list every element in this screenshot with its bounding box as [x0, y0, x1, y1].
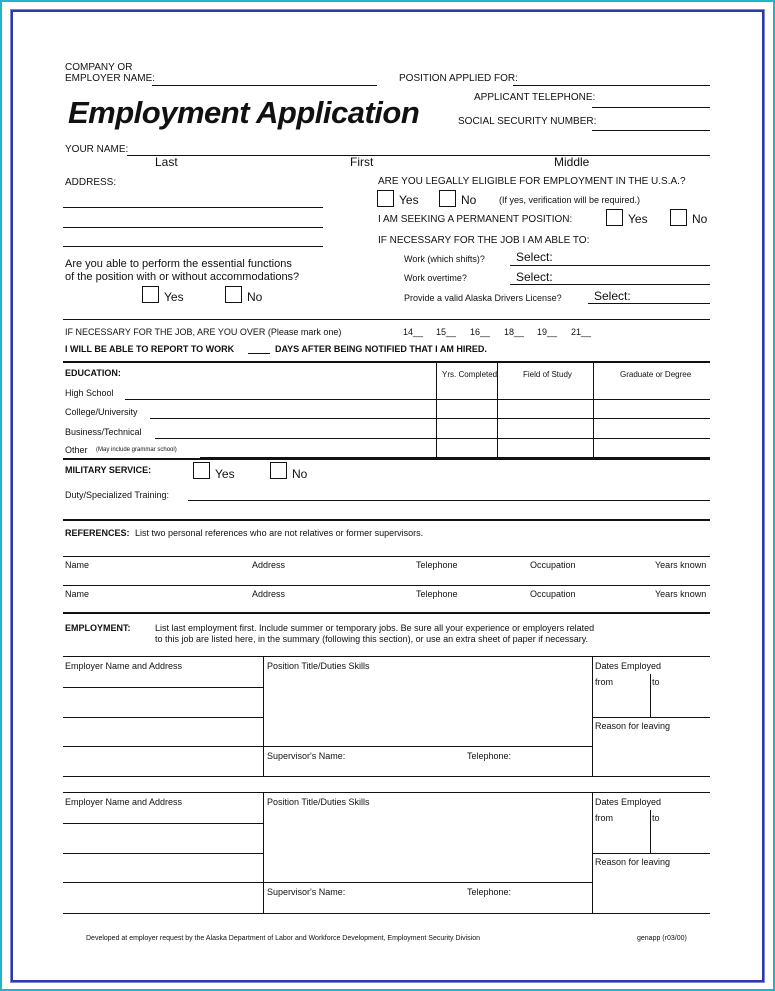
overtime-field[interactable] — [510, 284, 710, 285]
references-label: REFERENCES: — [65, 528, 130, 538]
address-line-1[interactable] — [63, 207, 323, 208]
name-label: YOUR NAME: — [65, 144, 129, 155]
page-title: Employment Application — [68, 95, 420, 130]
address-label: ADDRESS: — [65, 177, 117, 188]
ref1-telephone-label: Telephone — [416, 560, 458, 570]
employer1-dates-divider — [650, 674, 651, 718]
employer1-from-label: from — [595, 677, 613, 687]
permanent-no-checkbox[interactable] — [670, 209, 687, 226]
employer2-position-label: Position Title/Duties Skills — [267, 797, 370, 807]
edu-row-business: Business/Technical — [65, 427, 142, 437]
employer2-to-label: to — [652, 813, 660, 823]
functions-line-2: of the position with or without accommodations? — [65, 271, 300, 283]
employment-text-1: List last employment first. Include summer or temporary jobs. Be sure all your experience or employers related — [155, 623, 595, 633]
able-label: IF NECESSARY FOR THE JOB I AM ABLE TO: — [378, 235, 590, 246]
ref1-occupation-label: Occupation — [530, 560, 576, 570]
age-option-15[interactable]: 15__ — [436, 327, 457, 337]
license-field[interactable] — [588, 303, 710, 304]
eligible-yes-checkbox[interactable] — [377, 190, 394, 207]
ssn-label: SOCIAL SECURITY NUMBER: — [458, 116, 597, 127]
edu-row-college: College/University — [65, 407, 138, 417]
military-no-label: No — [292, 467, 308, 481]
name-middle-label: Middle — [554, 155, 590, 169]
references-text: List two personal references who are not relatives or former supervisors. — [135, 528, 424, 538]
employer2-reason-label: Reason for leaving — [595, 857, 671, 867]
edu-row-other: Other — [65, 445, 88, 455]
employer2-name-label: Employer Name and Address — [65, 797, 183, 807]
duty-field[interactable] — [188, 500, 710, 501]
age-label: IF NECESSARY FOR THE JOB, ARE YOU OVER (Please mark one) — [65, 327, 342, 337]
employer2-divider-1 — [263, 793, 264, 914]
functions-no-label: No — [247, 290, 263, 304]
functions-yes-label: Yes — [164, 290, 184, 304]
permanent-label: I AM SEEKING A PERMANENT POSITION: — [378, 214, 573, 225]
reference-line-1[interactable] — [63, 556, 710, 557]
employer1-supervisor-rule — [63, 746, 593, 747]
ref1-years-known-label: Years known — [655, 560, 707, 570]
employer2-dates-label: Dates Employed — [595, 797, 662, 807]
address-line-2[interactable] — [63, 227, 323, 228]
edu-line-business[interactable] — [155, 438, 710, 439]
report-label-part2: DAYS AFTER BEING NOTIFIED THAT I AM HIRED. — [275, 344, 487, 354]
permanent-yes-checkbox[interactable] — [606, 209, 623, 226]
functions-yes-checkbox[interactable] — [142, 286, 159, 303]
edu-col-divider-1 — [436, 362, 437, 459]
employer1-divider-1 — [263, 657, 264, 777]
functions-no-checkbox[interactable] — [225, 286, 242, 303]
eligibility-note: (If yes, verification will be required.) — [499, 195, 641, 205]
employer1-to-label: to — [652, 677, 660, 687]
footer-form-id: genapp (r03/00) — [637, 935, 687, 942]
ref2-address-label: Address — [252, 589, 286, 599]
ssn-field[interactable] — [592, 130, 710, 131]
employment-top-rule — [63, 612, 710, 614]
employment-label: EMPLOYMENT: — [65, 623, 131, 633]
education-label: EDUCATION: — [65, 368, 121, 378]
age-option-14[interactable]: 14__ — [403, 327, 424, 337]
employer1-address-line-1[interactable] — [63, 687, 263, 688]
position-field[interactable] — [513, 85, 710, 86]
col-field-of-study: Field of Study — [523, 370, 572, 379]
divider — [63, 319, 710, 320]
footer-credit: Developed at employer request by the Alaska Department of Labor and Workforce Development, Employment Security Division — [86, 935, 481, 942]
employer2-bottom-rule — [63, 913, 710, 914]
ref2-occupation-label: Occupation — [530, 589, 576, 599]
eligible-no-checkbox[interactable] — [439, 190, 456, 207]
functions-line-1: Are you able to perform the essential functions — [65, 258, 292, 270]
duty-label: Duty/Specialized Training: — [65, 490, 170, 500]
col-years-completed: Yrs. Completed — [442, 370, 498, 379]
edu-row-high-school: High School — [65, 388, 114, 398]
telephone-field[interactable] — [592, 107, 710, 108]
col-graduate-degree: Graduate or Degree — [620, 370, 692, 379]
overtime-label: Work overtime? — [404, 273, 467, 283]
employer1-telephone-label: Telephone: — [467, 751, 512, 761]
eligible-no-label: No — [461, 193, 477, 207]
education-top-rule — [63, 361, 710, 363]
permanent-yes-label: Yes — [628, 212, 648, 226]
report-label-part1: I WILL BE ABLE TO REPORT TO WORK — [65, 344, 235, 354]
address-line-3[interactable] — [63, 246, 323, 247]
name-first-label: First — [350, 155, 374, 169]
overtime-select[interactable]: Select: — [516, 270, 553, 284]
license-select[interactable]: Select: — [594, 289, 631, 303]
ref2-name-label: Name — [65, 589, 90, 599]
employer1-address-line-2[interactable] — [63, 717, 263, 718]
age-option-21[interactable]: 21__ — [571, 327, 592, 337]
edu-col-divider-2 — [497, 362, 498, 459]
telephone-label: APPLICANT TELEPHONE: — [474, 92, 596, 103]
name-field[interactable] — [127, 155, 710, 156]
employer1-dates-label: Dates Employed — [595, 661, 662, 671]
eligibility-question: ARE YOU LEGALLY ELIGIBLE FOR EMPLOYMENT IN THE U.S.A.? — [378, 176, 686, 187]
shifts-label: Work (which shifts)? — [404, 254, 485, 264]
employer1-name-label: Employer Name and Address — [65, 661, 183, 671]
permanent-no-label: No — [692, 212, 708, 226]
shifts-select[interactable]: Select: — [516, 250, 553, 264]
military-yes-checkbox[interactable] — [193, 462, 210, 479]
age-option-19[interactable]: 19__ — [537, 327, 558, 337]
report-days-field[interactable] — [248, 353, 270, 354]
employer1-top-rule — [63, 656, 710, 657]
employment-text-2: to this job are listed here, in the summary (following this section), or use an extra sheet of paper if necessary. — [155, 634, 589, 644]
company-field[interactable] — [152, 85, 377, 86]
shifts-field[interactable] — [510, 265, 710, 266]
employer2-dates-rule — [593, 853, 710, 854]
employer1-bottom-rule — [63, 776, 710, 777]
employer2-telephone-label: Telephone: — [467, 887, 512, 897]
position-label: POSITION APPLIED FOR: — [399, 73, 518, 84]
employer2-from-label: from — [595, 813, 613, 823]
company-label-1: COMPANY OR — [65, 62, 133, 73]
ref2-telephone-label: Telephone — [416, 589, 458, 599]
references-top-rule — [63, 519, 710, 521]
employer1-position-label: Position Title/Duties Skills — [267, 661, 370, 671]
employer1-supervisor-label: Supervisor's Name: — [267, 751, 346, 761]
ref1-name-label: Name — [65, 560, 90, 570]
edu-line-high-school[interactable] — [125, 399, 710, 400]
military-top-rule — [63, 458, 710, 460]
age-option-18[interactable]: 18__ — [504, 327, 525, 337]
employer1-dates-rule — [593, 717, 710, 718]
eligible-yes-label: Yes — [399, 193, 419, 207]
military-no-checkbox[interactable] — [270, 462, 287, 479]
ref2-years-known-label: Years known — [655, 589, 707, 599]
age-option-16[interactable]: 16__ — [470, 327, 491, 337]
edu-other-note: (May include grammar school) — [96, 447, 177, 453]
employer2-supervisor-label: Supervisor's Name: — [267, 887, 346, 897]
military-label: MILITARY SERVICE: — [65, 465, 152, 475]
employer2-supervisor-rule — [63, 882, 593, 883]
reference-line-2[interactable] — [63, 585, 710, 586]
employer2-dates-divider — [650, 810, 651, 854]
employer1-reason-label: Reason for leaving — [595, 721, 671, 731]
license-label: Provide a valid Alaska Drivers License? — [404, 293, 562, 303]
edu-col-divider-3 — [593, 362, 594, 459]
employer2-address-line-1[interactable] — [63, 823, 263, 824]
employer2-top-rule — [63, 792, 710, 793]
company-label-2: EMPLOYER NAME: — [65, 73, 156, 84]
edu-line-college[interactable] — [150, 418, 710, 419]
employer2-address-line-2[interactable] — [63, 853, 263, 854]
name-last-label: Last — [155, 155, 178, 169]
ref1-address-label: Address — [252, 560, 286, 570]
military-yes-label: Yes — [215, 467, 235, 481]
